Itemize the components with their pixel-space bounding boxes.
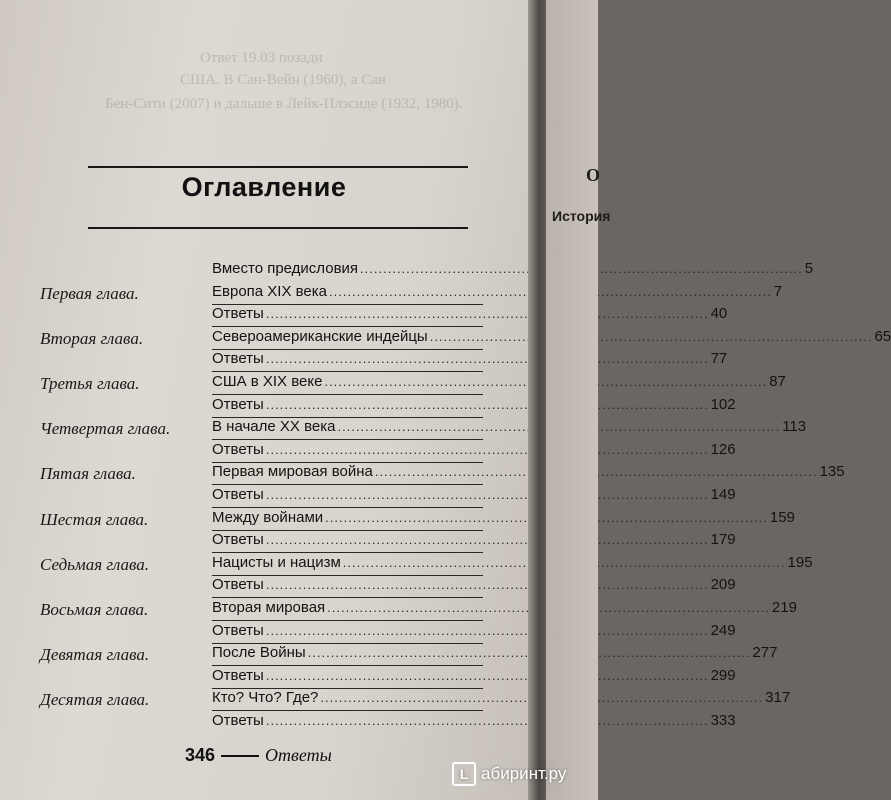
toc-leader-dots xyxy=(266,397,709,412)
toc-entry-title: В начале XX века xyxy=(212,418,336,435)
toc-entry xyxy=(212,622,736,639)
labirint-logo-icon: L xyxy=(452,762,476,786)
toc-entry xyxy=(212,441,736,458)
toc-row-divider xyxy=(212,597,483,598)
chapter-label: Седьмая глава. xyxy=(40,555,149,574)
toc-row xyxy=(212,283,783,305)
toc-entry xyxy=(212,350,728,367)
toc-row xyxy=(212,599,797,621)
toc-row xyxy=(212,463,845,485)
toc-entry xyxy=(212,486,736,503)
toc-entry xyxy=(212,689,791,706)
toc-leader-dots xyxy=(266,713,709,728)
toc-entry-title: Ответы xyxy=(212,531,264,548)
toc-entry-title: Североамериканские индейцы xyxy=(212,328,428,345)
toc-entry xyxy=(212,396,736,413)
toc-entry-title: После Войны xyxy=(212,644,306,661)
toc-row-divider xyxy=(212,394,483,395)
toc-entry xyxy=(212,667,736,684)
chapter-label: Десятая глава. xyxy=(40,690,150,709)
toc-entry-title: Нацисты и нацизм xyxy=(212,554,341,571)
toc-entry xyxy=(212,576,736,593)
adjacent-page-heading: История xyxy=(552,208,611,224)
toc-entry xyxy=(212,373,786,390)
show-through-line-3: Бен-Сити (2007) и дальше в Лейк-Плэсиде (1932, 1980). xyxy=(105,96,463,112)
show-through-line-1: Ответ 19.03 позади xyxy=(200,50,323,66)
show-through-line-2: США. В Сан-Вейн (1960), а Сан xyxy=(180,72,386,88)
toc-row-divider xyxy=(212,620,483,621)
toc-entry-title: Ответы xyxy=(212,350,264,367)
page-footer xyxy=(185,745,332,766)
toc-row xyxy=(212,328,891,350)
toc-entry xyxy=(212,305,728,322)
toc-row xyxy=(212,531,736,553)
toc-entry-page: 87 xyxy=(769,373,786,390)
toc-entry-page: 126 xyxy=(710,441,736,458)
toc-entry-title: Ответы xyxy=(212,667,264,684)
chapter-label: Шестая глава. xyxy=(40,510,149,529)
toc-entry-page: 277 xyxy=(752,644,778,661)
toc-entry-page: 5 xyxy=(804,260,814,277)
toc-entry-page: 195 xyxy=(787,554,813,571)
toc-entry xyxy=(212,260,814,277)
toc-row xyxy=(212,554,813,576)
toc-entry xyxy=(212,644,778,661)
heading-rule-top xyxy=(88,166,468,168)
toc-entry-title: Вторая мировая xyxy=(212,599,326,616)
toc-entry-title: Ответы xyxy=(212,622,264,639)
chapter-label: Пятая глава. xyxy=(40,464,136,483)
toc-row-divider xyxy=(212,371,483,372)
toc-row xyxy=(212,689,791,711)
toc-leader-dots xyxy=(266,351,709,366)
toc-entry-title: Вместо предисловия xyxy=(212,260,359,277)
toc-entry-page: 65 xyxy=(874,328,891,345)
book-gutter xyxy=(528,0,546,800)
toc-row xyxy=(212,509,795,531)
chapter-label: Первая глава. xyxy=(40,284,139,303)
toc-leader-dots xyxy=(266,442,709,457)
toc-entry-title: Ответы xyxy=(212,576,264,593)
adjacent-page xyxy=(546,0,611,800)
chapter-label: Девятая глава. xyxy=(40,645,150,664)
chapter-label: Восьмая глава. xyxy=(40,600,149,619)
labirint-watermark xyxy=(452,762,566,786)
toc-row xyxy=(212,644,778,666)
toc-row-divider xyxy=(212,665,483,666)
toc-entry-page: 333 xyxy=(710,712,736,729)
toc-row xyxy=(212,305,728,327)
toc-entry-page: 135 xyxy=(819,463,845,480)
toc-leader-dots xyxy=(266,532,709,547)
toc-entry-page: 249 xyxy=(710,622,736,639)
toc-leader-dots xyxy=(266,668,709,683)
toc-entry xyxy=(212,463,845,480)
toc-row xyxy=(212,441,736,463)
toc-entry-page: 77 xyxy=(710,350,728,367)
toc-entry-title: Ответы xyxy=(212,712,264,729)
toc-entry-page: 40 xyxy=(710,305,728,322)
toc-row xyxy=(212,373,786,395)
toc-entry-page: 102 xyxy=(710,396,736,413)
toc-row-divider xyxy=(212,710,483,711)
toc-entry xyxy=(212,531,736,548)
toc-row xyxy=(212,418,807,440)
heading-rule-bottom xyxy=(88,227,468,229)
toc-entry-title: Ответы xyxy=(212,486,264,503)
toc-row-divider xyxy=(212,552,483,553)
toc-entry xyxy=(212,554,813,571)
page-title: Оглавление xyxy=(181,172,347,202)
toc-row xyxy=(212,622,736,644)
toc-entry-title: Ответы xyxy=(212,305,264,322)
toc-entry xyxy=(212,712,736,729)
toc-leader-dots xyxy=(266,577,709,592)
toc-entry xyxy=(212,283,783,300)
toc-leader-dots xyxy=(430,329,873,344)
toc-row-divider xyxy=(212,439,483,440)
toc-entry-title: Первая мировая война xyxy=(212,463,373,480)
toc-entry-page: 113 xyxy=(782,418,807,435)
toc-row-divider xyxy=(212,484,483,485)
toc-row-divider xyxy=(212,326,483,327)
toc-leader-dots xyxy=(266,623,709,638)
toc-row xyxy=(212,576,736,598)
toc-entry xyxy=(212,509,795,526)
toc-row xyxy=(212,396,736,418)
adjacent-page-letter: О xyxy=(586,165,601,185)
toc-row xyxy=(212,486,736,508)
toc-entry-page: 159 xyxy=(769,509,795,526)
toc-entry-title: Европа XIX века xyxy=(212,283,328,300)
toc-row xyxy=(212,667,736,689)
chapter-label: Четвертая глава. xyxy=(40,419,171,438)
toc-entry-title: США в XIX веке xyxy=(212,373,323,390)
toc-row xyxy=(212,350,728,372)
chapter-label: Вторая глава. xyxy=(40,329,144,348)
toc-entry-title: Ответы xyxy=(212,441,264,458)
chapter-label: Третья глава. xyxy=(40,374,140,393)
footer-section: Ответы xyxy=(265,745,332,765)
toc-entry-page: 209 xyxy=(710,576,736,593)
toc-entry-page: 299 xyxy=(710,667,736,684)
toc-entry-page: 219 xyxy=(771,599,797,616)
toc-entry-page: 317 xyxy=(765,689,791,706)
toc-row xyxy=(212,260,814,282)
toc-entry xyxy=(212,418,807,435)
toc-entry-page: 7 xyxy=(773,283,783,300)
toc-entry-page: 149 xyxy=(710,486,736,503)
toc-entry-title: Между войнами xyxy=(212,509,324,526)
page-number: 346 xyxy=(185,745,216,765)
toc-entry xyxy=(212,599,797,616)
toc-entry xyxy=(212,328,891,345)
toc-entry-title: Кто? Что? Где? xyxy=(212,689,319,706)
toc-entry-page: 179 xyxy=(710,531,736,548)
toc-entry-title: Ответы xyxy=(212,396,264,413)
watermark-text: абиринт.ру xyxy=(481,764,567,783)
footer-dash xyxy=(221,755,259,757)
toc-row-divider xyxy=(212,507,483,508)
toc-row xyxy=(212,712,736,734)
toc-leader-dots xyxy=(266,306,709,321)
toc-leader-dots xyxy=(266,487,709,502)
